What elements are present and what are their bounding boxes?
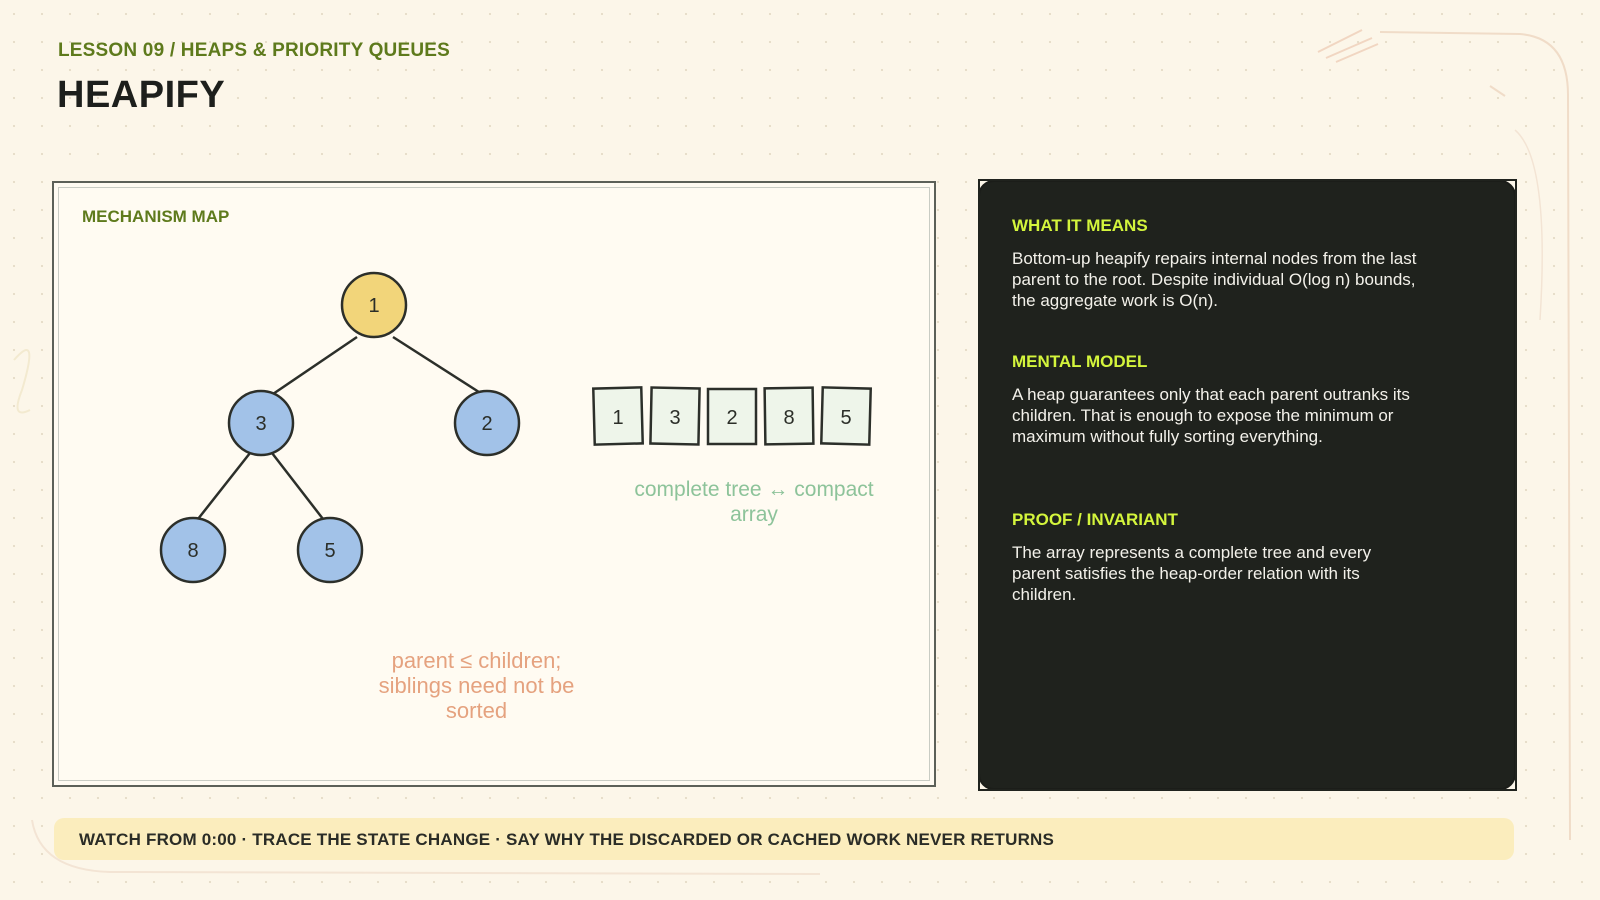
tree-node-right bbox=[455, 391, 519, 455]
array-cell-3-value: 8 bbox=[783, 407, 795, 429]
tree-edge-left-leftleft bbox=[198, 453, 250, 519]
section-mental-model bbox=[1012, 352, 1422, 447]
tree-edge-root-right bbox=[393, 337, 482, 394]
array-cell-1-value: 3 bbox=[669, 407, 681, 429]
array-cell-0 bbox=[593, 387, 642, 444]
tree-node-root bbox=[342, 273, 406, 337]
mechanism-map-panel bbox=[52, 181, 936, 787]
tree-node-left-left bbox=[161, 518, 225, 582]
array-cell-1 bbox=[650, 388, 699, 445]
tree-node-left bbox=[229, 391, 293, 455]
array-cell-2 bbox=[708, 389, 756, 444]
array-cell-4-value: 5 bbox=[840, 407, 852, 429]
array-cell-3 bbox=[765, 388, 814, 445]
page-title: HEAPIFY bbox=[57, 74, 226, 116]
mechanism-map-label: MECHANISM MAP bbox=[82, 207, 230, 226]
tree-edge-root-left bbox=[273, 337, 357, 394]
tree-node-left-left-value: 8 bbox=[187, 540, 199, 562]
section-heading: WHAT IT MEANS bbox=[1012, 216, 1148, 235]
array-caption: complete tree ↔ compact array bbox=[634, 478, 874, 526]
tree-node-left-right bbox=[298, 518, 362, 582]
tree-node-right-value: 2 bbox=[481, 413, 493, 435]
array-cell-2-value: 2 bbox=[726, 407, 738, 429]
array-cell-0-value: 1 bbox=[612, 407, 624, 429]
footer-instruction-bar bbox=[54, 818, 1514, 860]
footer-instruction-text: WATCH FROM 0:00 · TRACE THE STATE CHANGE · SAY WHY THE DISCARDED OR CACHED WORK NEVER RETURNS bbox=[79, 830, 1055, 849]
tree-node-root-value: 1 bbox=[368, 295, 380, 317]
section-heading: MENTAL MODEL bbox=[1012, 352, 1148, 371]
heap-order-caption: parent ≤ children; siblings need not be sorted bbox=[378, 648, 575, 723]
section-heading: PROOF / INVARIANT bbox=[1012, 510, 1178, 529]
tree-node-left-right-value: 5 bbox=[324, 540, 336, 562]
array-cell-4 bbox=[821, 387, 870, 444]
section-what-it-means bbox=[1012, 216, 1422, 311]
lesson-breadcrumb: LESSON 09 / HEAPS & PRIORITY QUEUES bbox=[58, 40, 451, 61]
section-body: A heap guarantees only that each parent outranks its children. That is enough to expose the minimum or maximum without fully sorting everything. bbox=[1012, 385, 1410, 446]
tree-edge-left-leftright bbox=[272, 453, 323, 519]
section-body: Bottom-up heapify repairs internal nodes from the last parent to the root. Despite individual O(log n) bounds, the aggregate work is O(n). bbox=[1012, 249, 1417, 310]
section-proof-invariant bbox=[1012, 510, 1422, 605]
tree-node-left-value: 3 bbox=[255, 413, 267, 435]
section-body: The array represents a complete tree and every parent satisfies the heap-order relation with its children. bbox=[1012, 543, 1372, 604]
explanation-panel bbox=[978, 180, 1516, 790]
